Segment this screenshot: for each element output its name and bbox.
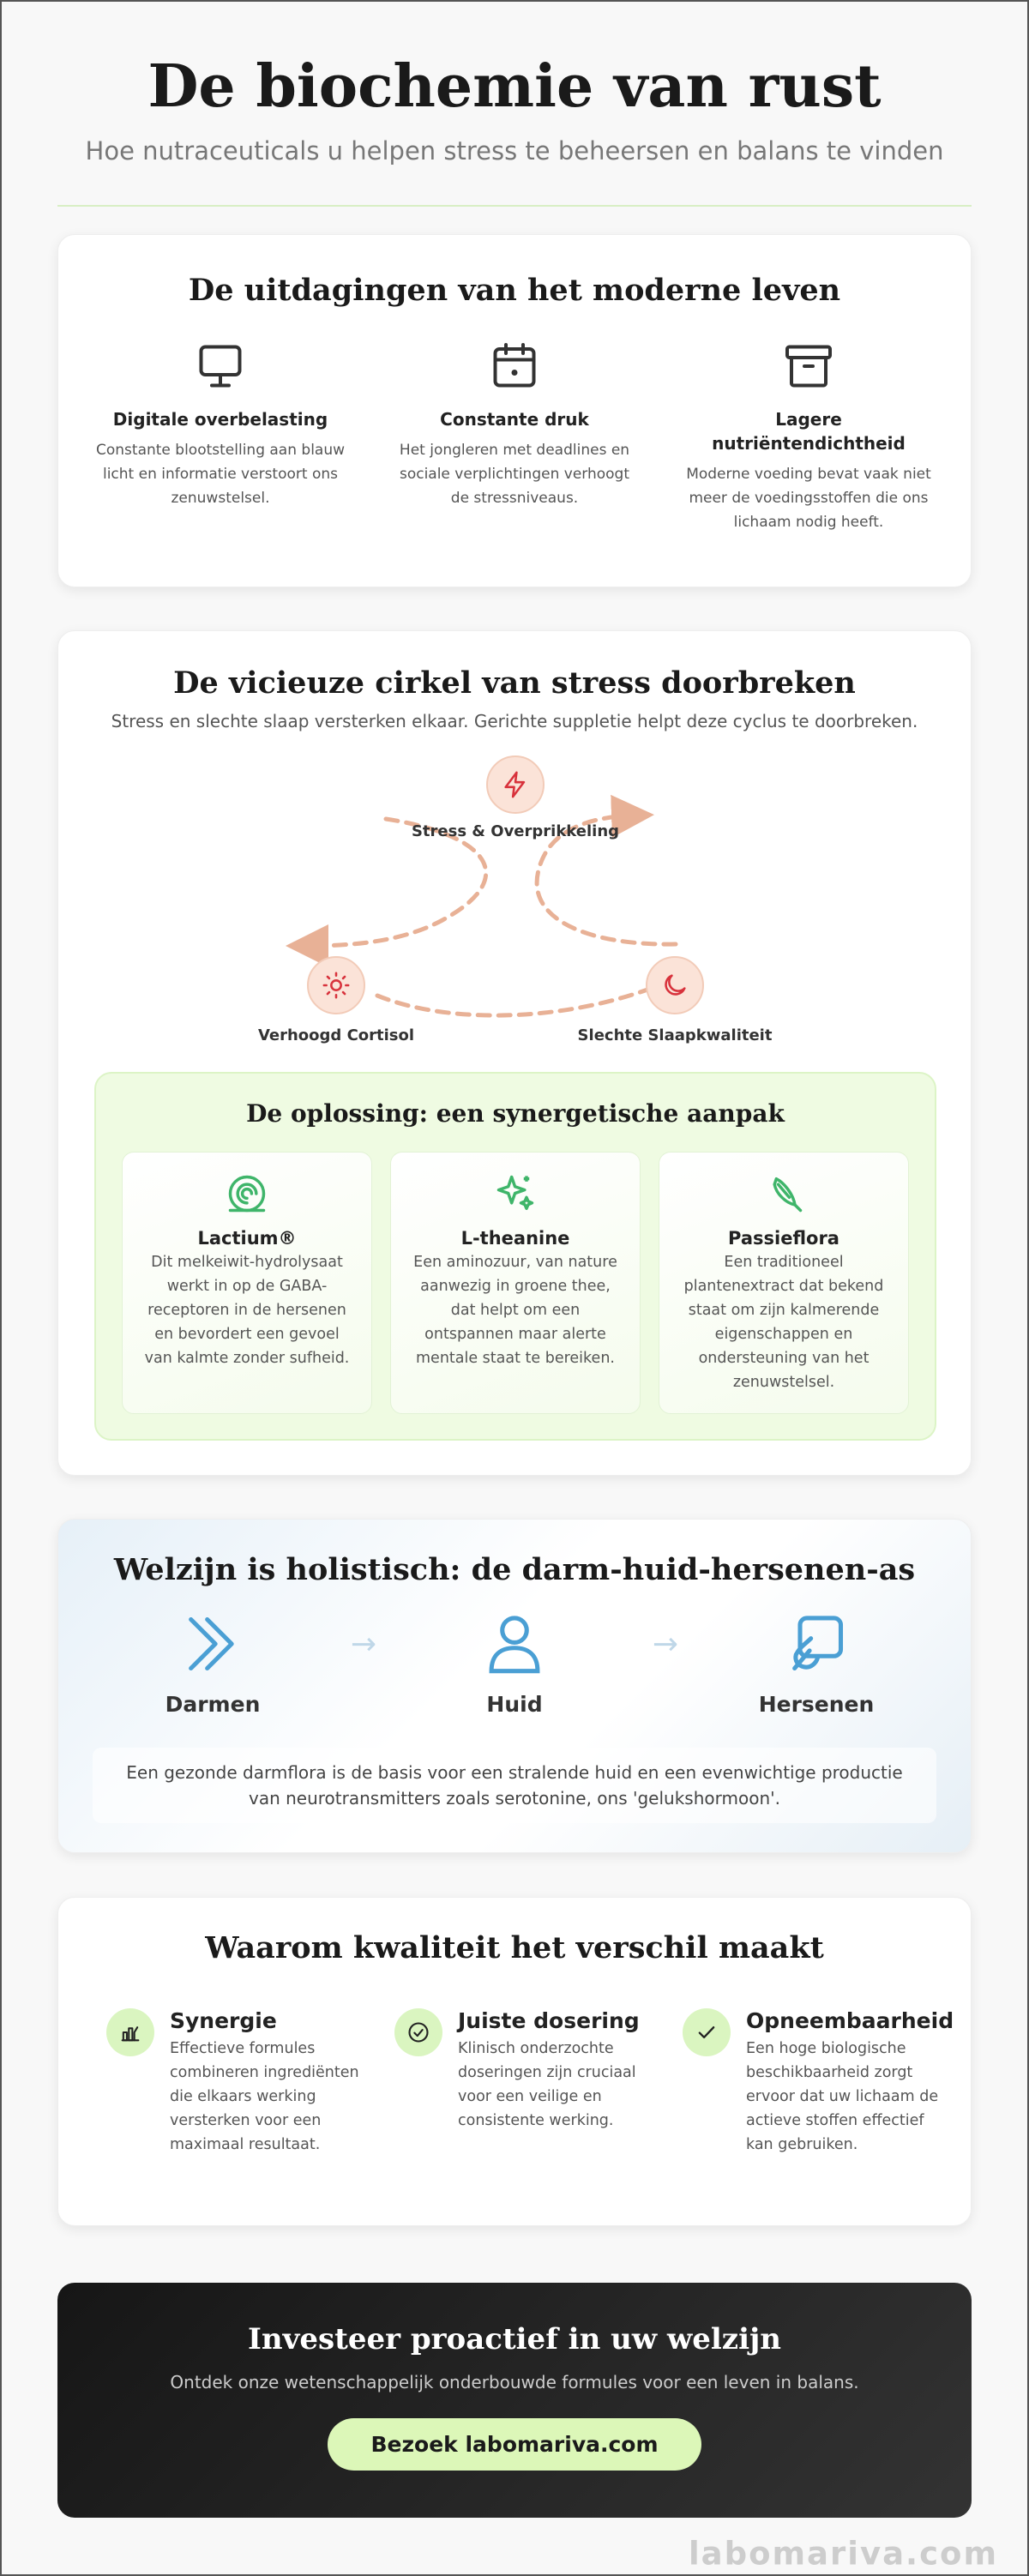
watermark: labomariva.com [688,2535,998,2573]
quality-icon-badge [683,2008,731,2056]
challenge-title: Constante druk [440,409,589,430]
archive-box-icon [783,340,834,392]
axis-title: Welzijn is holistisch: de darm-huid-hersenen-as [113,1552,916,1587]
solution-item [122,1152,372,1414]
solution-panel [94,1072,936,1441]
cta-panel [57,2283,972,2518]
axis-item-gut [110,1611,316,1717]
page-title: De biochemie van rust [147,52,882,121]
axis-label: Hersenen [758,1692,875,1717]
axis-arrow: → [350,1627,377,1662]
cycle-node-cortisol [307,956,365,1014]
cycle-label-stress: Stress & Overprikkeling [411,822,620,840]
challenge-text: Moderne voeding bevat vaak niet meer de voedingsstoffen die ons lichaam nodig heeft. [686,466,931,532]
quality-list [106,2008,971,2157]
challenge-title: Lagere nutriëntendichtheid [712,409,906,454]
challenges-title: De uitdagingen van het moderne leven [188,273,841,308]
challenge-item [96,340,345,534]
axis-arrow: → [652,1627,679,1662]
moon-icon [660,971,689,1000]
quality-card [57,1897,972,2226]
quality-item-text: Klinisch onderzochte doseringen zijn cruciaal voor een veilige en consistente werking. [458,2040,636,2129]
chart-icon [118,2020,142,2044]
spiral-icon [225,1171,269,1216]
challenge-text: Het jongleren met deadlines en sociale verplichtingen verhoogt de stressniveaus. [399,442,630,508]
brain-icon [784,1611,849,1676]
solution-list [122,1152,909,1414]
quality-item [683,2008,971,2157]
axis-item-skin [412,1611,617,1717]
person-icon [482,1611,547,1676]
cta-title: Investeer proactief in uw welzijn [247,2322,782,2356]
axis-row [58,1611,971,1717]
cycle-node-sleep [646,956,704,1014]
check-circle-icon [406,2020,430,2044]
solution-item [390,1152,641,1414]
solution-item-text: Een traditioneel plantenextract dat bekend staat om zijn kalmerende eigenschappen en ondersteuning van het zenuwstelsel. [683,1254,884,1391]
cycle-subtitle: Stress en slechte slaap versterken elkaar. Gerichte suppletie helpt deze cyclus te doorbreken. [111,711,918,731]
quality-item [106,2008,394,2157]
solution-title: De oplossing: een synergetische aanpak [246,1099,785,1128]
challenge-title: Digitale overbelasting [112,409,328,430]
solution-item-title: Passieflora [728,1228,839,1249]
quality-icon-badge [394,2008,442,2056]
quality-item [394,2008,683,2157]
quality-item-title: Opneembaarheid [746,2008,954,2033]
quality-item-text: Een hoge biologische beschikbaarheid zorgt ervoor dat uw lichaam de actieve stoffen effectief kan gebruiken. [746,2040,939,2153]
solution-item-title: Lactium® [197,1228,297,1249]
sparkles-icon [493,1171,538,1216]
solution-item [659,1152,909,1414]
monitor-icon [195,340,246,392]
cycle-title: De vicieuze cirkel van stress doorbreken [173,665,856,701]
axis-item-brain [713,1611,919,1717]
quality-item-title: Synergie [170,2008,277,2033]
stress-cycle-card [57,630,972,1476]
header-divider [57,205,972,207]
holistic-axis-card [57,1519,972,1853]
axis-label: Darmen [165,1692,261,1717]
quality-icon-badge [106,2008,154,2056]
cycle-diagram [58,731,971,1057]
visit-website-button[interactable]: Bezoek labomariva.com [328,2418,701,2471]
axis-label: Huid [486,1692,543,1717]
cycle-label-cortisol: Verhoogd Cortisol [257,1026,415,1044]
calendar-icon [489,340,540,392]
solution-item-text: Dit melkeiwit-hydrolysaat werkt in op de GABA-receptoren in de hersenen en bevordert een gevoel van kalmte zonder sufheid. [144,1254,350,1367]
challenge-text: Constante blootstelling aan blauw licht en informatie verstoort ons zenuwstelsel. [96,442,346,508]
check-icon [695,2020,719,2044]
cycle-label-sleep: Slechte Slaapkwaliteit [577,1026,773,1044]
cycle-node-stress [486,755,545,814]
challenge-item [684,340,933,534]
quality-title: Waarom kwaliteit het verschil maakt [205,1930,824,1965]
challenges-card [57,234,972,587]
leaf-icon [761,1171,806,1216]
cta-subtitle: Ontdek onze wetenschappelijk onderbouwde formules voor een leven in balans. [170,2372,859,2392]
lightning-icon [501,770,530,799]
quality-item-text: Effectieve formules combineren ingrediënten die elkaars werking versterken voor een maximaal resultaat. [170,2040,359,2153]
page-header [0,0,1029,207]
challenge-item [390,340,639,534]
double-chevron-icon [180,1611,245,1676]
quality-item-title: Juiste dosering [458,2008,640,2033]
solution-item-title: L-theanine [460,1228,570,1249]
sun-icon [322,971,351,1000]
page-subtitle: Hoe nutraceuticals u helpen stress te beheersen en balans te vinden [85,135,944,166]
solution-item-text: Een aminozuur, van nature aanwezig in groene thee, dat helpt om een ontspannen maar alerte mentale staat te bereiken. [413,1254,617,1367]
challenges-list [96,340,933,534]
axis-note: Een gezonde darmflora is de basis voor een stralende huid en een evenwichtige productie van neurotransmitters zoals serotonine, ons 'gelukshormoon'. [93,1748,936,1823]
